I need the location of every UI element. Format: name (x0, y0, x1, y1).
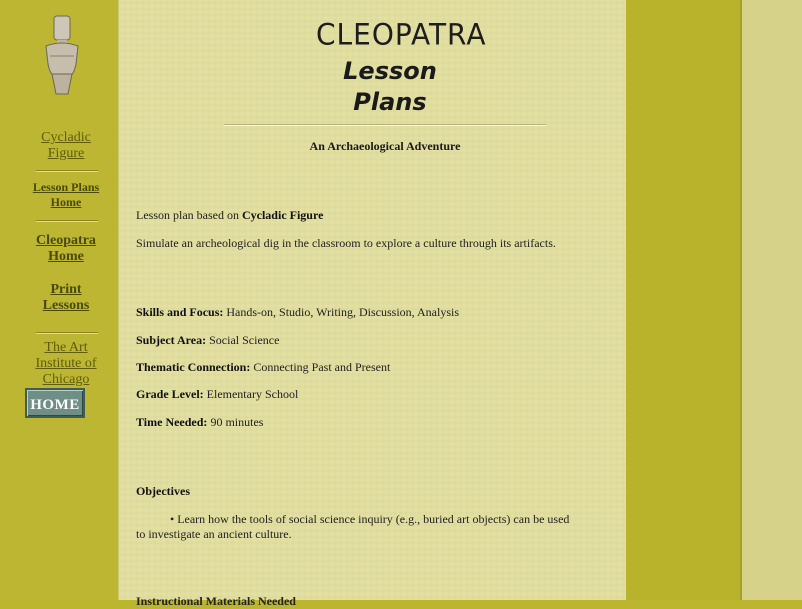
detail-label: Thematic Connection: (136, 360, 251, 374)
sidebar-link-lesson-plans-line1: Lesson Plans (32, 180, 100, 194)
sidebar-link-cleopatra-line2: Home (48, 249, 84, 264)
detail-label: Skills and Focus: (136, 305, 224, 319)
sidebar-link-print-lessons[interactable] (0, 282, 132, 314)
header-divider (224, 124, 546, 126)
page-subtitle: An Archaeological Adventure (309, 139, 461, 153)
sidebar-link-cycladic-figure-line1: Cycladic (41, 130, 91, 145)
detail-grade (136, 387, 298, 402)
detail-value: Hands-on, Studio, Writing, Discussion, Analysis (223, 305, 460, 319)
sidebar-divider (36, 332, 98, 334)
sidebar-link-cleopatra-home[interactable] (0, 233, 132, 265)
detail-subject (136, 333, 279, 348)
home-button[interactable]: HOME (25, 388, 85, 418)
materials-heading: Instructional Materials Needed (136, 594, 296, 608)
page-title (300, 56, 480, 118)
detail-label: Grade Level: (136, 387, 204, 401)
sidebar-link-lesson-plans-home[interactable] (0, 180, 132, 210)
objective-line1: • Learn how the tools of social science inquiry (e.g., buried art objects) can be used (170, 512, 570, 526)
detail-label: Time Needed: (136, 415, 208, 429)
sidebar-link-cleopatra-line1: Cleopatra (36, 233, 96, 248)
sidebar-divider (36, 220, 98, 222)
objective-item (136, 512, 596, 542)
detail-value: 90 minutes (207, 415, 264, 429)
sidebar-link-art-institute-line2: Institute of (35, 356, 97, 371)
objectives-heading-text: Objectives (136, 484, 190, 498)
detail-skills (136, 305, 459, 320)
right-edge (740, 0, 802, 600)
sidebar-link-art-institute[interactable] (0, 340, 132, 388)
sidebar-link-art-institute-line1: The Art (44, 340, 88, 355)
sidebar-link-cycladic-figure[interactable] (0, 130, 132, 162)
detail-thematic (136, 360, 390, 375)
sidebar-divider (36, 170, 98, 172)
page-title-line2: Plans (353, 88, 427, 116)
cycladic-figure-icon[interactable] (40, 16, 84, 96)
detail-value: Connecting Past and Present (250, 360, 391, 374)
intro-bold: Cycladic Figure (241, 208, 324, 222)
sidebar-link-cycladic-figure-line2: Figure (47, 146, 85, 161)
detail-value: Elementary School (203, 387, 299, 401)
sidebar-link-print-line2: Lessons (42, 298, 90, 313)
right-band (626, 0, 740, 600)
sidebar-link-lesson-plans-line2: Home (50, 195, 82, 209)
sidebar (0, 0, 118, 600)
detail-value: Social Science (206, 333, 280, 347)
detail-label: Subject Area: (136, 333, 207, 347)
objective-line2: to investigate an ancient culture. (136, 527, 292, 541)
sidebar-link-print-line1: Print (50, 282, 82, 297)
cleopatra-logo: CLEOPATRA (316, 17, 487, 52)
objectives-heading (136, 484, 190, 499)
intro-prefix: Lesson plan based on (136, 208, 242, 222)
sidebar-link-art-institute-line3: Chicago (42, 372, 90, 387)
intro-text (136, 208, 323, 223)
description-text: Simulate an archeological dig in the classroom to explore a culture through its artifacts. (136, 236, 556, 250)
detail-time (136, 415, 263, 430)
page-title-line1: Lesson (343, 57, 437, 85)
